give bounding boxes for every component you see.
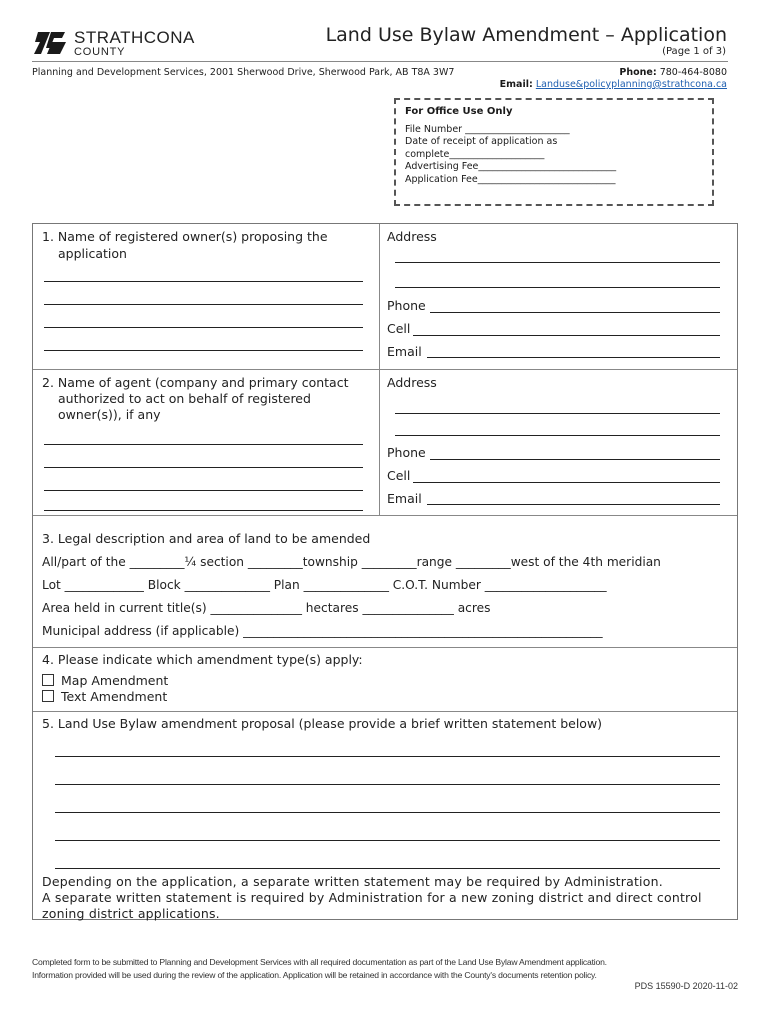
proposal-line[interactable] — [55, 840, 720, 841]
section5-heading: 5. Land Use Bylaw amendment proposal (please provide a brief written statement below) — [42, 716, 603, 731]
section2-label-cont: authorized to act on behalf of registered — [58, 391, 311, 406]
owner-cell-line[interactable] — [413, 335, 720, 336]
section1-label-cont: application — [58, 246, 127, 261]
receipt-date-field-cont: complete____________________ — [405, 148, 545, 160]
owner-phone-line[interactable] — [430, 312, 720, 313]
page-title: Land Use Bylaw Amendment – Application — [325, 24, 727, 46]
proposal-line[interactable] — [55, 756, 720, 757]
header-divider — [32, 61, 728, 62]
contact-phone — [619, 67, 727, 78]
agent-cell-label: Cell — [387, 468, 411, 483]
text-amendment-checkbox[interactable] — [42, 690, 54, 702]
owner-phone-label: Phone — [387, 298, 426, 313]
proposal-note: zoning district applications. — [42, 906, 220, 921]
application-fee-field: Application Fee_____________________________ — [405, 173, 616, 185]
owner-address-line[interactable] — [395, 287, 720, 288]
owner-name-line[interactable] — [44, 304, 363, 305]
owner-address-label: Address — [387, 229, 437, 244]
strathcona-logo-icon — [32, 30, 68, 56]
email-label: Email: — [499, 79, 533, 90]
agent-email-label: Email — [387, 491, 422, 506]
file-number-field: File Number ______________________ — [405, 123, 570, 135]
map-amendment-label: Map Amendment — [61, 673, 169, 688]
agent-name-line[interactable] — [44, 467, 363, 468]
agent-name-line[interactable] — [44, 444, 363, 445]
footer-line: Information provided will be used during the review of the application. Application will be retained in accordance with the County's documents retention policy. — [32, 970, 597, 980]
footer-notice — [32, 956, 607, 982]
agent-name-line[interactable] — [44, 510, 363, 511]
section-divider — [33, 647, 737, 648]
agent-phone-line[interactable] — [430, 459, 720, 460]
owner-name-line[interactable] — [44, 281, 363, 282]
office-use-heading: For Office Use Only — [405, 106, 513, 117]
map-amendment-checkbox[interactable] — [42, 674, 54, 686]
agent-address-line[interactable] — [395, 435, 720, 436]
owner-email-line[interactable] — [427, 357, 720, 358]
owner-name-line[interactable] — [44, 350, 363, 351]
form-code: PDS 15590-D 2020-11-02 — [634, 981, 738, 991]
agent-cell-line[interactable] — [413, 482, 720, 483]
area-line[interactable]: Area held in current title(s) _______________ hectares _______________ acres — [42, 601, 491, 615]
lot-block-plan-line[interactable]: Lot _____________ Block ______________ Plan ______________ C.O.T. Number ____________________ — [42, 578, 607, 592]
contact-email — [500, 79, 727, 90]
owner-cell-label: Cell — [387, 321, 411, 336]
agent-email-line[interactable] — [427, 504, 720, 505]
section2-label: 2. Name of agent (company and primary contact — [42, 375, 349, 390]
email-link[interactable]: Landuse&policyplanning@strathcona.ca — [535, 79, 727, 90]
phone-value: 780-464-8080 — [659, 67, 727, 78]
agent-name-line[interactable] — [44, 490, 363, 491]
owner-email-label: Email — [387, 344, 422, 359]
section-divider — [33, 515, 737, 516]
section4-heading: 4. Please indicate which amendment type(s) apply: — [42, 652, 363, 667]
logo-subtext: COUNTY — [74, 46, 126, 58]
agent-address-label: Address — [387, 375, 437, 390]
legal-description-line[interactable]: All/part of the _________¼ section _________township _________range _________west of the 4th meridian — [42, 555, 661, 569]
section-divider — [33, 711, 737, 712]
text-amendment-label: Text Amendment — [61, 689, 168, 704]
owner-name-line[interactable] — [44, 327, 363, 328]
agent-phone-label: Phone — [387, 445, 426, 460]
application-form — [32, 223, 738, 920]
section3-heading: 3. Legal description and area of land to be amended — [42, 531, 371, 546]
page-number: (Page 1 of 3) — [662, 46, 726, 57]
footer-line: Completed form to be submitted to Planning and Development Services with all required documentation as part of the Land Use Bylaw Amendment application. — [32, 957, 607, 967]
phone-label: Phone: — [619, 67, 657, 78]
municipal-address-line[interactable]: Municipal address (if applicable) ___________________________________________________________ — [42, 624, 603, 638]
logo-text: STRATHCONA — [74, 28, 195, 47]
proposal-line[interactable] — [55, 868, 720, 869]
section-divider — [33, 369, 737, 370]
advertising-fee-field: Advertising Fee_____________________________ — [405, 161, 617, 172]
section2-label-cont: owner(s)), if any — [58, 407, 161, 422]
receipt-date-field: Date of receipt of application as — [405, 136, 558, 147]
proposal-note: A separate written statement is required by Administration for a new zoning district and direct control — [42, 890, 702, 905]
proposal-line[interactable] — [55, 784, 720, 785]
owner-address-line[interactable] — [395, 262, 720, 263]
office-use-box — [394, 98, 714, 206]
proposal-line[interactable] — [55, 812, 720, 813]
department-address: Planning and Development Services, 2001 Sherwood Drive, Sherwood Park, AB T8A 3W7 — [32, 67, 455, 78]
agent-address-line[interactable] — [395, 413, 720, 414]
proposal-note: Depending on the application, a separate written statement may be required by Administration. — [42, 874, 663, 889]
section1-label: 1. Name of registered owner(s) proposing the — [42, 229, 328, 244]
